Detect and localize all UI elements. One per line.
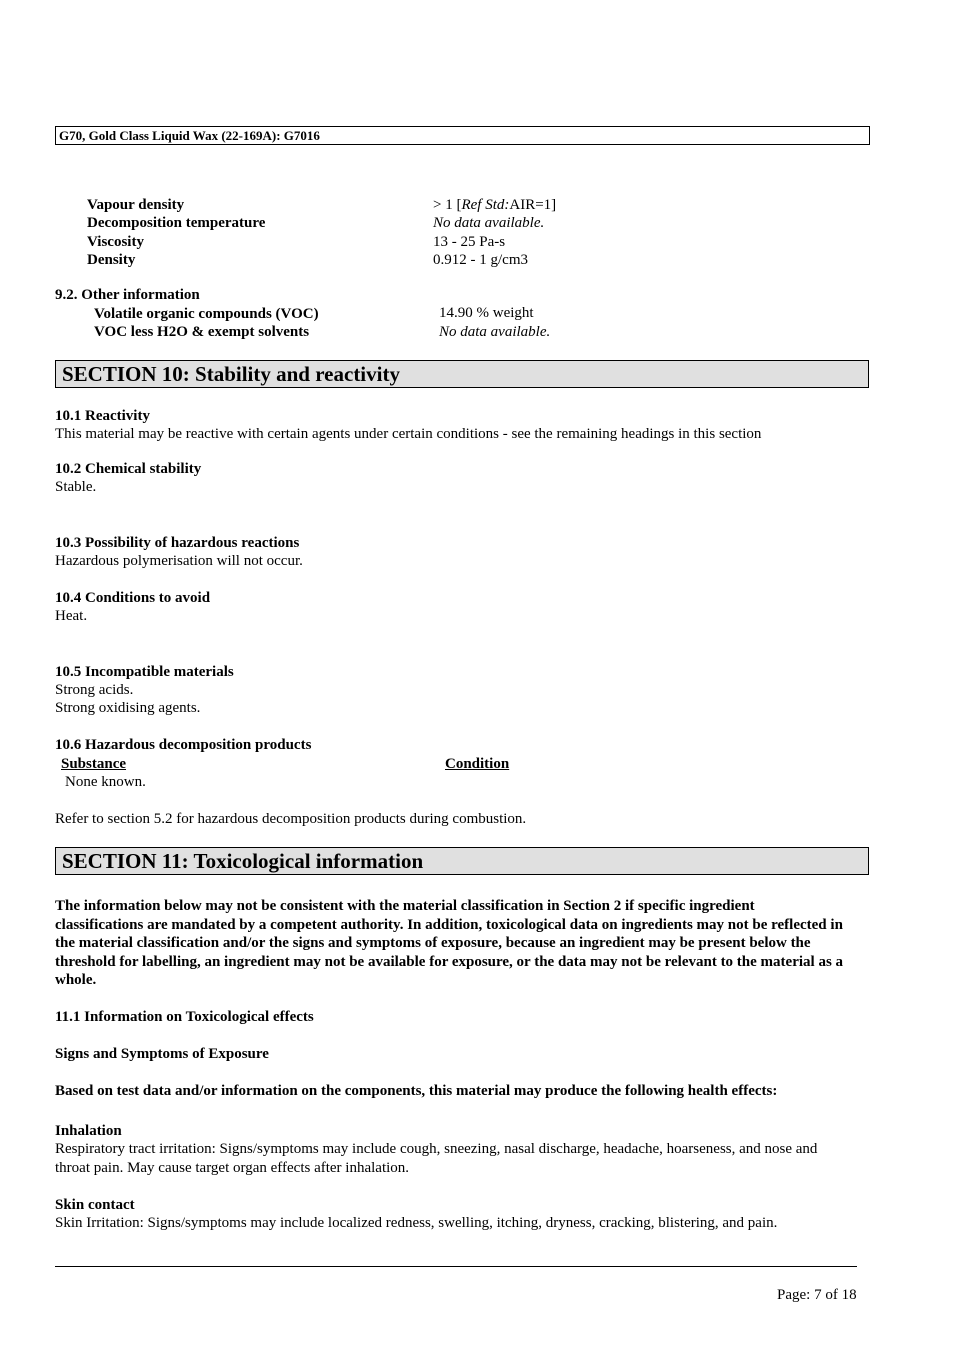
signs-symptoms-heading: Signs and Symptoms of Exposure <box>55 1046 269 1062</box>
section-11-title: SECTION 11: Toxicological information <box>55 847 869 875</box>
incompatible-line: Strong acids. <box>55 682 134 698</box>
decomposition-heading: 10.6 Hazardous decomposition products <box>55 737 312 753</box>
property-label-density: Density <box>87 252 136 268</box>
reactivity-heading: 10.1 Reactivity <box>55 408 150 424</box>
skin-contact-text: Skin Irritation: Signs/symptoms may include localized redness, swelling, itching, dryness, cracking, blistering, and pain. <box>55 1215 778 1231</box>
footer-divider <box>55 1266 857 1267</box>
other-info-heading: 9.2. Other information <box>55 287 200 303</box>
document-header: G70, Gold Class Liquid Wax (22-169A): G7016 <box>55 126 870 145</box>
voc-less-value: No data available. <box>439 324 551 340</box>
incompatible-line: Strong oxidising agents. <box>55 700 201 716</box>
inhalation-text: Respiratory tract irritation: Signs/symptoms may include cough, sneezing, nasal discharge, headache, hoarseness, and nose and throat pain. May cause target organ effects after inhalation. <box>55 1141 818 1176</box>
column-header-substance: Substance <box>61 756 127 772</box>
hazardous-reactions-text: Hazardous polymerisation will not occur. <box>55 553 303 569</box>
property-label-decomposition-temperature: Decomposition temperature <box>87 215 266 231</box>
conditions-heading: 10.4 Conditions to avoid <box>55 590 211 606</box>
page-number: Page: 7 of 18 <box>777 1287 857 1303</box>
skin-contact-heading: Skin contact <box>55 1197 135 1213</box>
toxicology-intro: The information below may not be consistent with the material classification in Section 2 if specific ingredient classifications are mandated by a competent authority. In addition, toxicological data on ingredients may not be reflected in the material classification and/or the signs and symptoms of exposure, because an ingredient may be present below the threshold for labelling, an ingredient may not be available for exposure, or the data may not be relevant to the material as a whole. <box>55 898 844 988</box>
health-effects-statement: Based on test data and/or information on the components, this material may produce the following health effects: <box>55 1083 778 1099</box>
reactivity-text: This material may be reactive with certain agents under certain conditions - see the remaining headings in this section <box>55 426 762 442</box>
decomposition-row: None known. <box>65 774 146 790</box>
voc-value: 14.90 % weight <box>439 305 534 321</box>
property-label-vapour-density: Vapour density <box>87 197 185 213</box>
conditions-text: Heat. <box>55 608 88 624</box>
property-value-vapour-density: > 1 [Ref Std:AIR=1] <box>433 197 557 213</box>
column-header-condition: Condition <box>445 756 510 772</box>
property-value-density: 0.912 - 1 g/cm3 <box>433 252 528 268</box>
property-label-viscosity: Viscosity <box>87 234 144 250</box>
property-value-decomposition-temperature: No data available. <box>433 215 545 231</box>
inhalation-heading: Inhalation <box>55 1123 122 1139</box>
property-value-viscosity: 13 - 25 Pa-s <box>433 234 506 250</box>
decomposition-note: Refer to section 5.2 for hazardous decomposition products during combustion. <box>55 811 527 827</box>
incompatible-heading: 10.5 Incompatible materials <box>55 664 234 680</box>
voc-less-label: VOC less H2O & exempt solvents <box>94 324 310 340</box>
section-10-title: SECTION 10: Stability and reactivity <box>55 360 869 388</box>
hazardous-reactions-heading: 10.3 Possibility of hazardous reactions <box>55 535 300 551</box>
voc-label: Volatile organic compounds (VOC) <box>94 306 319 322</box>
toxicological-effects-heading: 11.1 Information on Toxicological effects <box>55 1009 314 1025</box>
stability-text: Stable. <box>55 479 97 495</box>
stability-heading: 10.2 Chemical stability <box>55 461 202 477</box>
